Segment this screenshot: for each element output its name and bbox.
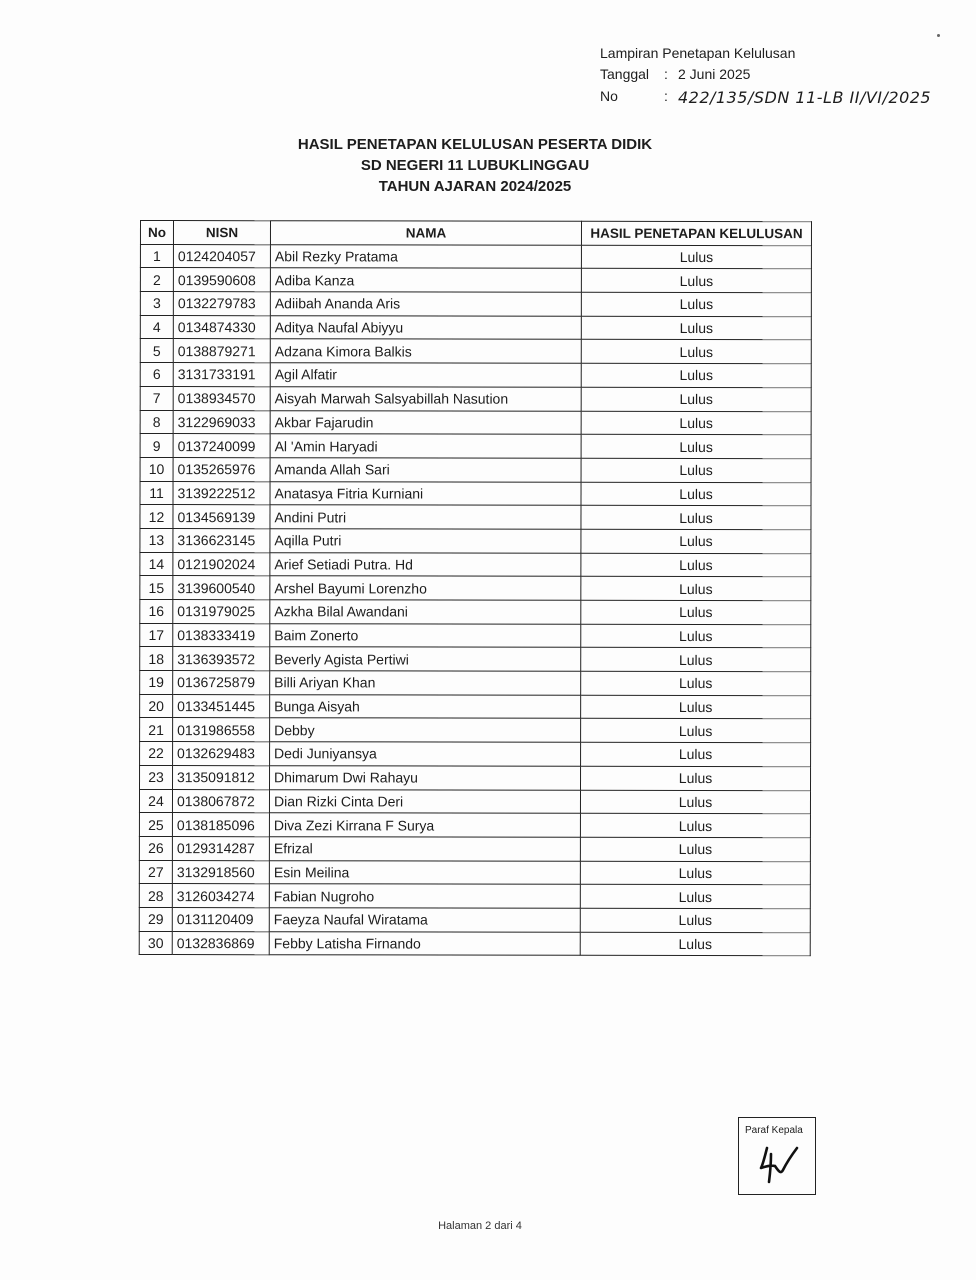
- row-no: 6: [140, 363, 173, 387]
- row-nisn: 3135091812: [173, 765, 270, 789]
- no-value-handwritten: 422/135/SDN 11-LB II/VI/2025: [678, 88, 932, 107]
- row-nisn: 0132836869: [172, 931, 269, 955]
- row-hasil: Lulus: [581, 292, 811, 316]
- row-hasil: Lulus: [581, 742, 811, 766]
- row-hasil: Lulus: [581, 411, 811, 435]
- table-row: [140, 765, 811, 790]
- row-no: 10: [140, 457, 173, 481]
- table-row: [140, 528, 811, 553]
- title-line-2: SD NEGERI 11 LUBUKLINGGAU: [360, 157, 590, 174]
- row-hasil: Lulus: [581, 245, 811, 269]
- row-no: 30: [139, 931, 172, 955]
- row-hasil: Lulus: [581, 269, 811, 293]
- row-nisn: 0121902024: [173, 552, 270, 576]
- row-nama: Adzana Kimora Balkis: [270, 339, 581, 363]
- row-nama: Akbar Fajarudin: [270, 410, 581, 434]
- table-row: [140, 552, 811, 577]
- row-no: 7: [140, 386, 173, 410]
- table-row: [139, 860, 810, 885]
- document-title: [200, 134, 750, 197]
- table-row: [140, 600, 811, 625]
- row-no: 8: [140, 410, 173, 434]
- header-no-row: [600, 85, 931, 106]
- row-nisn: 3132918560: [172, 860, 269, 884]
- table-row: [140, 363, 811, 388]
- row-nama: Debby: [270, 718, 581, 742]
- row-hasil: Lulus: [581, 458, 811, 482]
- table-row: [139, 931, 810, 956]
- row-nisn: 3131733191: [173, 363, 270, 387]
- row-no: 27: [139, 860, 172, 884]
- signature-initial: [757, 1144, 801, 1184]
- row-hasil: Lulus: [580, 790, 810, 814]
- tanggal-value: 2 Juni 2025: [678, 66, 751, 82]
- no-label: No: [600, 88, 618, 104]
- table-row: [140, 694, 811, 719]
- row-nisn: 0133451445: [173, 694, 270, 718]
- row-nama: Aqilla Putri: [270, 529, 581, 553]
- table-body: [139, 244, 811, 956]
- table-header-row: [140, 221, 811, 246]
- header-nisn: NISN: [173, 221, 270, 245]
- table-row: [140, 671, 811, 696]
- header-nama: NAMA: [270, 221, 581, 245]
- row-no: 20: [140, 694, 173, 718]
- row-nisn: 0131120409: [172, 907, 269, 931]
- row-nama: Dhimarum Dwi Rahayu: [270, 766, 581, 790]
- row-no: 26: [139, 836, 172, 860]
- row-no: 12: [140, 505, 173, 529]
- row-nama: Faeyza Naufal Wiratama: [269, 908, 580, 932]
- row-nama: Arshel Bayumi Lorenzho: [270, 576, 581, 600]
- row-nama: Efrizal: [269, 837, 580, 861]
- row-hasil: Lulus: [581, 624, 811, 648]
- table-row: [140, 410, 811, 435]
- row-no: 2: [140, 268, 173, 292]
- header-hasil: HASIL PENETAPAN KELULUSAN: [581, 221, 811, 245]
- document-header: [600, 43, 931, 106]
- row-nisn: 0138934570: [173, 386, 270, 410]
- row-no: 28: [139, 884, 172, 908]
- row-hasil: Lulus: [581, 671, 811, 695]
- row-nama: Adiba Kanza: [270, 268, 581, 292]
- row-hasil: Lulus: [581, 363, 811, 387]
- row-nama: Dian Rizki Cinta Deri: [269, 789, 580, 813]
- row-no: 5: [140, 339, 173, 363]
- table-row: [140, 315, 811, 340]
- row-no: 25: [139, 813, 172, 837]
- row-nisn: 0139590608: [173, 268, 270, 292]
- row-nama: Anatasya Fitria Kurniani: [270, 481, 581, 505]
- row-nisn: 0131979025: [173, 600, 270, 624]
- row-nisn: 0132629483: [173, 742, 270, 766]
- row-hasil: Lulus: [580, 813, 810, 837]
- row-nama: Arief Setiadi Putra. Hd: [270, 552, 581, 576]
- table-row: [140, 742, 811, 767]
- row-no: 23: [140, 765, 173, 789]
- graduation-table: [139, 220, 812, 956]
- row-nama: Bunga Aisyah: [270, 694, 581, 718]
- title-line-1: HASIL PENETAPAN KELULUSAN PESERTA DIDIK: [297, 136, 653, 153]
- row-nisn: 0136725879: [173, 671, 270, 695]
- row-nama: Abil Rezky Pratama: [270, 244, 581, 268]
- row-nisn: 0124204057: [173, 244, 270, 268]
- title-line-3: TAHUN AJARAN 2024/2025: [378, 178, 572, 195]
- row-no: 19: [140, 671, 173, 695]
- row-nisn: 0137240099: [173, 434, 270, 458]
- row-no: 4: [140, 315, 173, 339]
- row-nama: Amanda Allah Sari: [270, 458, 581, 482]
- row-no: 3: [140, 292, 173, 316]
- row-nama: Azkha Bilal Awandani: [270, 600, 581, 624]
- row-nama: Aditya Naufal Abiyyu: [270, 315, 581, 339]
- row-nisn: 3136623145: [173, 528, 270, 552]
- row-hasil: Lulus: [581, 577, 811, 601]
- table-row: [140, 457, 811, 482]
- table-row: [140, 647, 811, 672]
- row-nisn: 3126034274: [172, 884, 269, 908]
- no-colon: :: [664, 88, 668, 104]
- row-nama: Diva Zezi Kirrana F Surya: [269, 813, 580, 837]
- row-nisn: 0138185096: [172, 813, 269, 837]
- row-no: 24: [139, 789, 172, 813]
- row-nama: Esin Meilina: [269, 860, 580, 884]
- row-nama: Beverly Agista Pertiwi: [270, 647, 581, 671]
- table-row: [140, 292, 811, 317]
- row-hasil: Lulus: [581, 387, 811, 411]
- table-row: [139, 884, 810, 909]
- tanggal-label: Tanggal: [600, 66, 650, 82]
- row-no: 11: [140, 481, 173, 505]
- row-nama: Andini Putri: [270, 505, 581, 529]
- table-row: [140, 718, 811, 743]
- header-line-lampiran: Lampiran Penetapan Kelulusan: [600, 45, 796, 61]
- row-nisn: 0134569139: [173, 505, 270, 529]
- row-hasil: Lulus: [580, 837, 810, 861]
- row-nisn: 0134874330: [173, 315, 270, 339]
- row-no: 17: [140, 623, 173, 647]
- row-nisn: 0138067872: [172, 789, 269, 813]
- row-hasil: Lulus: [581, 600, 811, 624]
- row-no: 18: [140, 647, 173, 671]
- row-nisn: 0131986558: [173, 718, 270, 742]
- row-nisn: 3139222512: [173, 481, 270, 505]
- row-nama: Fabian Nugroho: [269, 884, 580, 908]
- table-row: [140, 386, 811, 411]
- paraf-kepala-box: [738, 1117, 816, 1195]
- row-nama: Dedi Juniyansya: [270, 742, 581, 766]
- row-hasil: Lulus: [581, 316, 811, 340]
- row-hasil: Lulus: [581, 719, 811, 743]
- table-row: [139, 836, 810, 861]
- row-no: 9: [140, 434, 173, 458]
- scan-speck: [937, 34, 940, 37]
- row-nama: Al 'Amin Haryadi: [270, 434, 581, 458]
- row-nisn: 0138333419: [173, 623, 270, 647]
- table-row: [140, 244, 811, 269]
- row-hasil: Lulus: [580, 885, 810, 909]
- row-hasil: Lulus: [581, 506, 811, 530]
- row-nisn: 0132279783: [173, 292, 270, 316]
- row-hasil: Lulus: [581, 695, 811, 719]
- table-row: [140, 434, 811, 459]
- header-tanggal-row: [600, 64, 931, 85]
- tanggal-colon: :: [664, 66, 668, 82]
- table-row: [140, 339, 811, 364]
- table-row: [139, 813, 810, 838]
- row-no: 15: [140, 576, 173, 600]
- row-hasil: Lulus: [581, 340, 811, 364]
- row-nama: Agil Alfatir: [270, 363, 581, 387]
- paraf-label: Paraf Kepala: [745, 1125, 803, 1136]
- row-nisn: 3139600540: [173, 576, 270, 600]
- row-no: 13: [140, 528, 173, 552]
- row-hasil: Lulus: [580, 932, 810, 956]
- row-hasil: Lulus: [580, 908, 810, 932]
- row-nama: Adiibah Ananda Aris: [270, 292, 581, 316]
- table-row: [140, 505, 811, 530]
- row-hasil: Lulus: [581, 766, 811, 790]
- row-hasil: Lulus: [581, 434, 811, 458]
- row-hasil: Lulus: [581, 648, 811, 672]
- row-nisn: 0138879271: [173, 339, 270, 363]
- row-nisn: 3136393572: [173, 647, 270, 671]
- table-row: [140, 268, 811, 293]
- row-hasil: Lulus: [581, 482, 811, 506]
- table-row: [140, 576, 811, 601]
- row-nama: Febby Latisha Firnando: [269, 931, 580, 955]
- row-nama: Baim Zonerto: [270, 623, 581, 647]
- row-no: 16: [140, 600, 173, 624]
- row-hasil: Lulus: [581, 529, 811, 553]
- row-no: 21: [140, 718, 173, 742]
- header-no: No: [140, 221, 173, 245]
- row-nisn: 3122969033: [173, 410, 270, 434]
- table-row: [139, 789, 810, 814]
- row-nama: Billi Ariyan Khan: [270, 671, 581, 695]
- row-nisn: 0135265976: [173, 457, 270, 481]
- table-row: [140, 623, 811, 648]
- row-no: 22: [140, 742, 173, 766]
- row-no: 1: [140, 244, 173, 268]
- row-nisn: 0129314287: [172, 836, 269, 860]
- page-number: Halaman 2 dari 4: [438, 1220, 522, 1232]
- row-no: 29: [139, 907, 172, 931]
- row-no: 14: [140, 552, 173, 576]
- table-row: [139, 907, 810, 932]
- row-hasil: Lulus: [580, 861, 810, 885]
- row-nama: Aisyah Marwah Salsyabillah Nasution: [270, 387, 581, 411]
- table-row: [140, 481, 811, 506]
- row-hasil: Lulus: [581, 553, 811, 577]
